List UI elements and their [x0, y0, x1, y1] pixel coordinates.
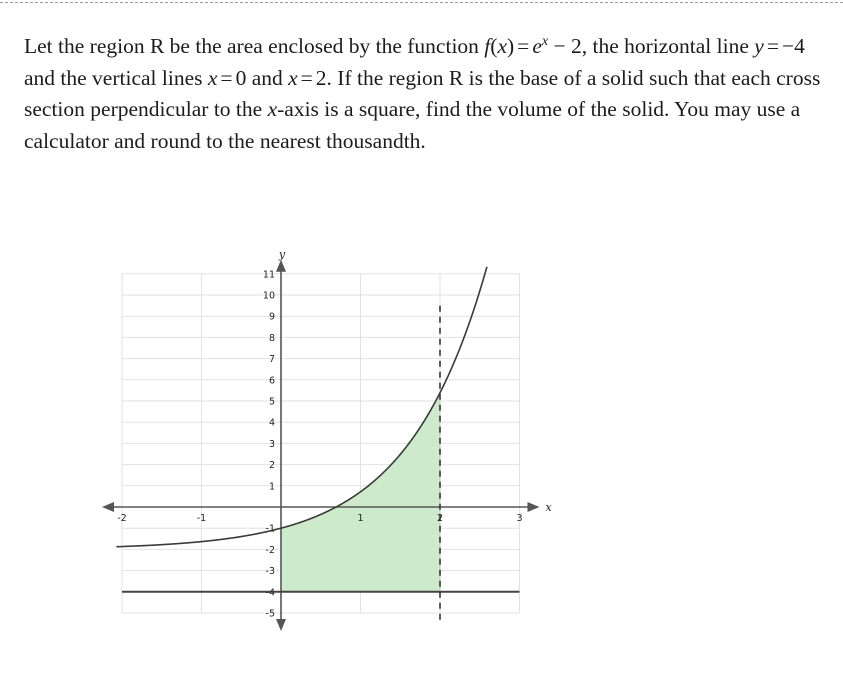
math-zero: 0 [235, 65, 247, 90]
y-tick-label: 8 [268, 332, 275, 344]
math-minus-two: − 2 [548, 34, 582, 59]
math-equals: = [300, 65, 313, 90]
y-tick-label: 9 [268, 311, 275, 323]
x-tick-label: 1 [357, 513, 364, 524]
y-tick-label: 5 [268, 396, 275, 408]
problem-text: and [246, 65, 289, 90]
y-tick-label: 11 [262, 269, 275, 281]
x-tick-label: 2 [436, 513, 444, 524]
y-tick-label: -5 [265, 608, 275, 620]
math-paren: ( [490, 34, 498, 59]
y-tick-label: -1 [265, 523, 275, 535]
math-two: 2 [315, 65, 327, 90]
x-axis-right-arrow [528, 502, 540, 512]
y-tick-label: 4 [268, 417, 275, 429]
y-tick-label: 7 [268, 354, 275, 366]
y-axis-down-arrow [276, 619, 286, 631]
problem-text: Let the region R be the area enclosed by the function [24, 34, 485, 59]
x-tick-label: -1 [196, 513, 207, 524]
math-e: e [532, 34, 542, 59]
x-tick-label: -2 [117, 513, 127, 524]
y-tick-label: 2 [268, 460, 275, 472]
x-tick-label: 3 [516, 513, 523, 524]
y-tick-label: 6 [268, 375, 275, 387]
math-f: f [484, 34, 491, 59]
math-exponent: x [541, 34, 549, 49]
x-axis-label: x [545, 501, 552, 514]
y-axis-label: y [278, 247, 286, 261]
math-x: x [207, 65, 218, 90]
math-paren: ) [507, 34, 515, 59]
math-neg-four: −4 [781, 34, 805, 59]
y-axis-up-arrow [276, 260, 286, 272]
math-x: x [497, 34, 507, 59]
x-axis-left-arrow [102, 502, 114, 512]
math-equals: = [766, 34, 779, 59]
problem-text: , the horizontal line [581, 34, 755, 59]
y-tick-label: 3 [268, 438, 275, 450]
problem-text: . If the region R is the base of a solid such that each cross section perpendicular to the [24, 65, 821, 122]
math-equals: = [220, 65, 233, 90]
y-tick-label: -3 [265, 566, 275, 578]
y-tick-label: -2 [265, 544, 275, 556]
math-x: x [288, 65, 298, 90]
y-tick-label: 1 [268, 481, 275, 493]
y-tick-label: -4 [265, 587, 275, 599]
math-y: y [754, 34, 764, 59]
math-x: x [267, 97, 278, 122]
math-equals: = [517, 34, 530, 59]
problem-text: -axis is a square, find the volume of the solid. You may use a calculator and round to the nearest thousandth. [24, 97, 801, 153]
y-tick-label: 10 [262, 290, 275, 302]
problem-text: and the vertical lines [24, 65, 208, 90]
